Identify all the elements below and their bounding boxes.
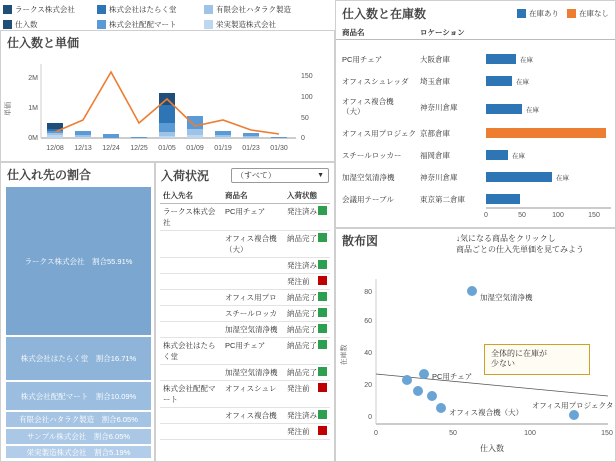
treemap-label: 有限会社ハタラク製造 割合6.05% xyxy=(19,415,138,424)
cell-product: 加湿空気清浄機 xyxy=(222,322,284,338)
table-row[interactable] xyxy=(160,322,330,338)
cell-status: 納品完了 xyxy=(284,290,330,306)
x-tick-labels xyxy=(484,212,600,219)
cell-supplier xyxy=(160,274,222,290)
treemap-cell-hatarakudo[interactable] xyxy=(5,336,152,381)
stock-bar[interactable] xyxy=(486,150,508,160)
cell-product: オフィス複合機（大） xyxy=(222,231,284,258)
bar-group[interactable] xyxy=(187,116,203,138)
legend-swatch-icon xyxy=(204,20,213,29)
scatter-point-label: 加湿空気清浄機 xyxy=(480,293,533,302)
scatter-point[interactable] xyxy=(402,375,412,385)
table-row[interactable] xyxy=(160,306,330,322)
row-product-label: オフィス用プロジェク xyxy=(342,129,417,138)
svg-text:12/24: 12/24 xyxy=(102,145,120,152)
row-product-label: オフィス複合機 xyxy=(342,97,394,106)
legend-label: 栄実製造株式会社 xyxy=(216,19,276,29)
cell-supplier xyxy=(160,290,222,306)
svg-text:50: 50 xyxy=(449,430,457,437)
table-header-row xyxy=(160,188,330,204)
table-row[interactable] xyxy=(160,365,330,381)
cell-status: 発注済み xyxy=(284,258,330,274)
scatter-title: 散布図 xyxy=(342,234,379,248)
status-badge xyxy=(318,292,327,301)
table-row[interactable] xyxy=(160,231,330,258)
col-supplier: 仕入先名 xyxy=(160,188,222,204)
scatter-annotation xyxy=(456,234,614,256)
arrival-table[interactable] xyxy=(160,188,330,440)
treemap-label: 株式会社配配マート 割合10.09% xyxy=(20,391,137,401)
svg-text:150: 150 xyxy=(601,430,613,437)
status-badge xyxy=(318,383,327,392)
cell-supplier: 株式会社はたらく堂 xyxy=(160,338,222,365)
stock-bar[interactable] xyxy=(486,172,552,182)
y2-tick-label: 0 xyxy=(301,135,305,142)
legend-label: 株式会社配配マート xyxy=(109,19,177,29)
x-axis-label: 仕入数 xyxy=(480,444,504,453)
cell-supplier xyxy=(160,306,222,322)
legend-label: 在庫なし xyxy=(579,9,609,18)
table-row[interactable] xyxy=(160,290,330,306)
svg-text:100: 100 xyxy=(552,212,564,219)
cell-supplier xyxy=(160,408,222,424)
table-row[interactable] xyxy=(160,408,330,424)
cell-status: 発注前 xyxy=(284,424,330,440)
y-tick-labels xyxy=(364,289,372,421)
col-product: 商品名 xyxy=(222,188,284,204)
table-row[interactable] xyxy=(160,338,330,365)
legend-swatch-icon xyxy=(3,20,12,29)
arrival-status-panel xyxy=(155,162,335,462)
svg-text:0: 0 xyxy=(368,414,372,421)
x-tick-labels xyxy=(374,430,613,437)
svg-text:01/05: 01/05 xyxy=(158,145,176,152)
scatter-point[interactable] xyxy=(436,403,446,413)
row-location-label: 京都倉庫 xyxy=(420,129,450,138)
stock-bar[interactable] xyxy=(486,128,606,138)
cell-product: オフィス用プロ xyxy=(222,290,284,306)
cell-status: 納品完了 xyxy=(284,322,330,338)
treemap-cell-hataraku-seizo[interactable] xyxy=(5,411,152,428)
unit-price-panel xyxy=(0,30,335,162)
svg-text:12/08: 12/08 xyxy=(46,145,64,152)
table-row[interactable] xyxy=(160,424,330,440)
stock-col-location: ロケーション xyxy=(420,28,465,37)
status-badge xyxy=(318,410,327,419)
cell-supplier xyxy=(160,231,222,258)
stock-bar-label: 在庫 xyxy=(520,57,533,64)
row-location-label: 福岡倉庫 xyxy=(420,151,450,160)
table-row[interactable] xyxy=(160,258,330,274)
legend-item[interactable] xyxy=(3,17,95,31)
stock-bar-label: 在庫 xyxy=(516,79,529,86)
y2-tick-label: 50 xyxy=(301,115,309,122)
treemap-label: 株式会社はたらく堂 割合16.71% xyxy=(20,354,137,363)
svg-text:40: 40 xyxy=(364,350,372,357)
legend-label: 仕入数 xyxy=(15,19,38,29)
arrival-filter-select[interactable] xyxy=(231,168,329,183)
legend-label: 有限会社ハタラク製造 xyxy=(216,4,291,14)
stock-bar[interactable] xyxy=(486,76,512,86)
unit-price-chart[interactable] xyxy=(1,54,334,162)
cell-status: 納品完了 xyxy=(284,365,330,381)
cell-supplier: 株式会社配配マート xyxy=(160,381,222,408)
legend-label: ラークス株式会社 xyxy=(15,4,75,14)
legend-item[interactable] xyxy=(3,2,95,16)
legend-swatch-icon xyxy=(97,5,106,14)
treemap-cell-eijitsu[interactable] xyxy=(5,445,152,459)
svg-text:20: 20 xyxy=(364,382,372,389)
cell-supplier xyxy=(160,258,222,274)
cell-product xyxy=(222,424,284,440)
svg-text:150: 150 xyxy=(588,212,600,219)
table-row[interactable] xyxy=(160,381,330,408)
bar-group[interactable] xyxy=(243,133,259,138)
supplier-share-title: 仕入れ先の割合 xyxy=(7,168,92,182)
cell-product xyxy=(222,258,284,274)
status-badge xyxy=(318,367,327,376)
row-location-label: 東京第二倉庫 xyxy=(420,195,465,204)
y-axis-label: 単価 xyxy=(5,102,12,116)
stock-panel xyxy=(335,0,616,228)
scatter-point[interactable] xyxy=(467,286,477,296)
y-axis-label: 在庫数 xyxy=(341,344,348,366)
stock-col-product: 商品名 xyxy=(342,28,365,37)
bar-group[interactable] xyxy=(103,134,119,138)
row-location-label: 神奈川倉庫 xyxy=(420,173,458,182)
y2-tick-label: 150 xyxy=(301,73,313,80)
bar-group[interactable] xyxy=(215,131,231,138)
arrival-filter-value: （すべて） xyxy=(236,171,276,180)
scatter-point[interactable] xyxy=(569,410,579,420)
row-product-label: PC用チェア xyxy=(342,55,383,64)
y2-tick-label: 100 xyxy=(301,94,313,101)
arrival-title: 入荷状況 xyxy=(161,169,210,183)
row-product-label: 会議用テーブル xyxy=(342,195,394,204)
svg-text:12/25: 12/25 xyxy=(130,145,148,152)
stock-bar-label: 在庫 xyxy=(512,153,525,160)
scatter-point-label: オフィス用プロジェクタ xyxy=(532,401,614,410)
legend-item[interactable] xyxy=(204,2,322,16)
supplier-share-panel xyxy=(0,162,155,462)
bar-group[interactable] xyxy=(131,137,147,138)
svg-text:50: 50 xyxy=(518,212,526,219)
y-tick-label: 1M xyxy=(28,105,38,112)
cell-supplier xyxy=(160,365,222,381)
table-row[interactable] xyxy=(160,204,330,231)
scatter-point[interactable] xyxy=(419,369,429,379)
svg-text:0: 0 xyxy=(374,430,378,437)
scatter-point[interactable] xyxy=(413,386,423,396)
cell-supplier: ラークス株式会社 xyxy=(160,204,222,231)
legend-item-in-stock[interactable] xyxy=(517,8,559,19)
svg-text:01/23: 01/23 xyxy=(242,145,260,152)
scatter-chart[interactable] xyxy=(336,269,615,461)
status-badge xyxy=(318,426,327,435)
cell-product: PC用チェア xyxy=(222,204,284,231)
scatter-point-label: PC用チェア xyxy=(432,372,473,381)
legend-item[interactable] xyxy=(97,17,202,31)
chevron-down-icon[interactable]: ▼ xyxy=(317,172,324,179)
cell-status: 納品完了 xyxy=(284,231,330,258)
svg-text:01/19: 01/19 xyxy=(214,145,232,152)
treemap-cell-haihaimart[interactable] xyxy=(5,381,152,411)
stock-bar-label: 在庫 xyxy=(556,175,569,182)
table-row[interactable] xyxy=(160,274,330,290)
scatter-panel xyxy=(335,228,616,462)
col-status: 入荷状態 xyxy=(284,188,330,204)
cell-product xyxy=(222,274,284,290)
row-product-label-2: （大） xyxy=(342,107,365,116)
y-tick-label: 0M xyxy=(28,135,38,142)
status-badge xyxy=(318,340,327,349)
y-tick-label: 2M xyxy=(28,75,38,82)
row-product-label: スチールロッカー xyxy=(342,151,402,160)
row-location-label: 神奈川倉庫 xyxy=(420,103,458,112)
callout-line2: 少ない xyxy=(491,359,515,369)
legend-item[interactable] xyxy=(204,17,322,31)
stock-bar[interactable] xyxy=(486,54,516,64)
callout-line1: 全体的に在庫が xyxy=(491,349,547,358)
bar-group[interactable] xyxy=(271,137,287,138)
scatter-annotation-line1: ↓気になる商品をクリックし xyxy=(456,234,556,243)
scatter-annotation-line2: 商品ごとの仕入先単価を見てみよう xyxy=(456,244,584,254)
svg-text:01/30: 01/30 xyxy=(270,145,288,152)
legend-swatch-icon xyxy=(567,9,576,18)
legend-label: 株式会社はたらく堂 xyxy=(109,4,177,14)
svg-text:12/13: 12/13 xyxy=(74,145,92,152)
svg-text:60: 60 xyxy=(364,318,372,325)
cell-product: スチールロッカ xyxy=(222,306,284,322)
stock-title: 仕入数と在庫数 xyxy=(342,7,427,21)
row-location-label: 埼玉倉庫 xyxy=(420,77,450,86)
cell-product: オフィス複合機 xyxy=(222,408,284,424)
cell-status: 納品完了 xyxy=(284,338,330,365)
legend-swatch-icon xyxy=(3,5,12,14)
status-badge xyxy=(318,308,327,317)
status-badge xyxy=(318,324,327,333)
cell-status: 発注前 xyxy=(284,274,330,290)
legend-swatch-icon xyxy=(97,20,106,29)
stock-bar[interactable] xyxy=(486,104,522,114)
scatter-point-label: オフィス複合機（大） xyxy=(449,408,524,417)
stock-bar-chart[interactable] xyxy=(336,40,615,220)
row-location-label: 大阪倉庫 xyxy=(420,55,450,64)
row-product-label: オフィスシュレッダ xyxy=(342,77,409,86)
scatter-point[interactable] xyxy=(427,391,437,401)
treemap-cell-sample[interactable] xyxy=(5,428,152,445)
x-tick-labels xyxy=(46,145,288,152)
cell-product: オフィスシュレ xyxy=(222,381,284,408)
stock-bar-label: 在庫 xyxy=(526,107,539,114)
status-badge xyxy=(318,260,327,269)
treemap-label: ラークス株式会社 割合55.91% xyxy=(24,256,133,266)
legend-swatch-icon xyxy=(204,5,213,14)
top-legend-panel xyxy=(0,0,335,30)
svg-text:100: 100 xyxy=(524,430,536,437)
treemap-cell-larks[interactable] xyxy=(5,186,152,336)
legend-swatch-icon xyxy=(517,9,526,18)
cell-product: 加湿空気清浄機 xyxy=(222,365,284,381)
cell-status: 発注済み xyxy=(284,204,330,231)
bar-group[interactable] xyxy=(47,123,63,138)
cell-status: 納品完了 xyxy=(284,306,330,322)
legend-label: 在庫あり xyxy=(529,9,559,18)
status-badge xyxy=(318,206,327,215)
row-product-label: 加湿空気清浄機 xyxy=(342,173,395,182)
status-badge xyxy=(318,276,327,285)
svg-text:0: 0 xyxy=(484,212,488,219)
cell-status: 発注前 xyxy=(284,381,330,408)
cell-supplier xyxy=(160,424,222,440)
svg-text:80: 80 xyxy=(364,289,372,296)
treemap-label: サンプル株式会社 割合6.05% xyxy=(26,432,131,441)
cell-product: PC用チェア xyxy=(222,338,284,365)
treemap-label: 栄実製造株式会社 割合5.19% xyxy=(26,447,131,457)
bar-group[interactable] xyxy=(75,131,91,138)
legend-item-out-of-stock[interactable] xyxy=(567,8,609,19)
stock-bar[interactable] xyxy=(486,194,520,204)
cell-supplier xyxy=(160,322,222,338)
status-badge xyxy=(318,233,327,242)
svg-text:01/09: 01/09 xyxy=(186,145,204,152)
cell-status: 発注済み xyxy=(284,408,330,424)
legend-item[interactable] xyxy=(97,2,202,16)
unit-price-title: 仕入数と単価 xyxy=(7,36,80,50)
